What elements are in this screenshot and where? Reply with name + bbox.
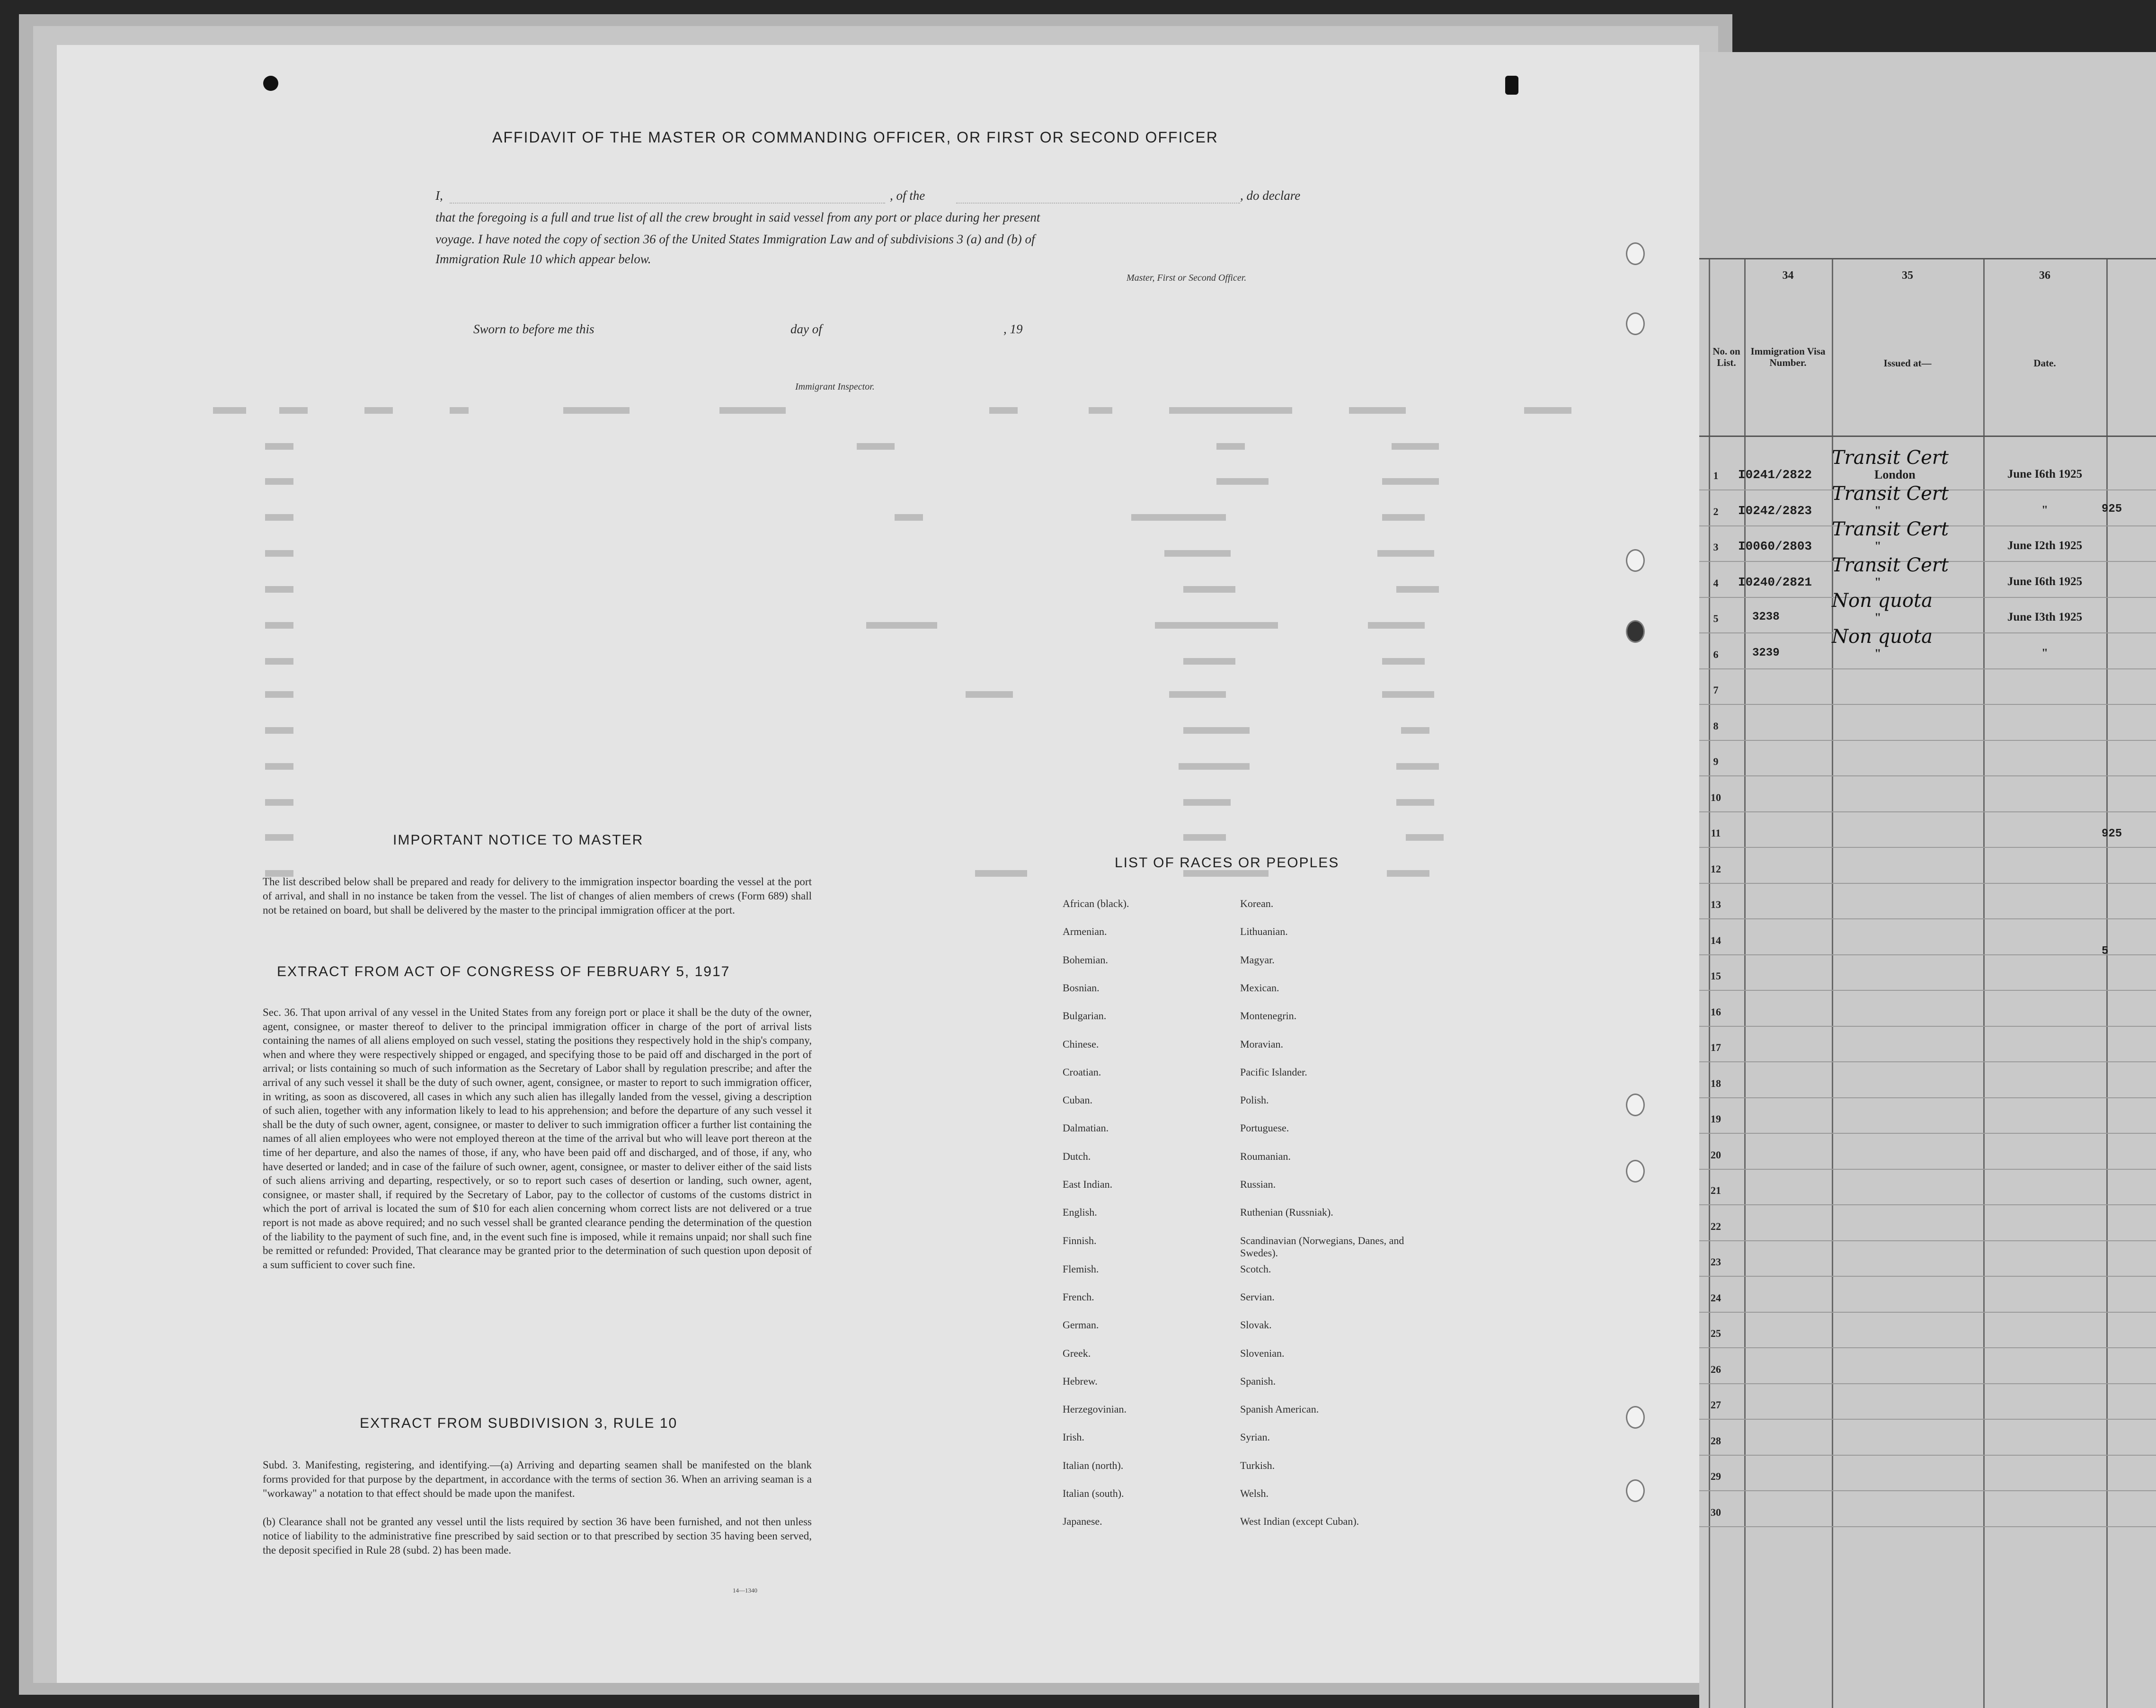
race-item: Korean. (1240, 898, 1274, 909)
day-of-text: day of (790, 322, 822, 336)
issued-at: " (1874, 503, 1881, 517)
race-item: West Indian (except Cuban). (1240, 1515, 1359, 1528)
issued-at: " (1874, 646, 1881, 660)
row-number: 28 (1711, 1434, 1721, 1447)
table-row-line (1699, 775, 2156, 776)
binder-hole-icon (1626, 1160, 1645, 1183)
table-row-line (1699, 954, 2156, 955)
row-number: 4 (1713, 577, 1719, 589)
binder-hole-icon (1626, 549, 1645, 572)
race-item: Italian (north). (1063, 1459, 1124, 1471)
race-item: Russian. (1240, 1178, 1276, 1190)
table-header-rule (1699, 436, 2156, 437)
extract-rule-title: EXTRACT FROM SUBDIVISION 3, RULE 10 (360, 1415, 678, 1431)
column-header: Immigration Visa Number. (1750, 346, 1826, 368)
row-number: 17 (1711, 1041, 1721, 1053)
row-number: 19 (1711, 1113, 1721, 1125)
vessel-blank-line (956, 203, 1240, 204)
table-row-line (1699, 668, 2156, 669)
table-row-line (1699, 704, 2156, 705)
handwritten-note: Transit Cert (1832, 482, 1949, 505)
edge-mark: 925 (2102, 503, 2122, 516)
row-number: 1 (1713, 470, 1719, 481)
race-item: Ruthenian (Russniak). (1240, 1206, 1333, 1219)
race-item: Pacific Islander. (1240, 1066, 1307, 1078)
inspector-caption: Immigrant Inspector. (795, 382, 875, 392)
race-item: Japanese. (1063, 1515, 1102, 1528)
race-item: Flemish. (1063, 1263, 1099, 1275)
races-title: LIST OF RACES OR PEOPLES (1115, 855, 1340, 871)
table-row-line (1699, 1240, 2156, 1241)
race-item: Dalmatian. (1063, 1122, 1109, 1134)
affidavit-line-4: Immigration Rule 10 which appear below. (435, 252, 651, 266)
row-number: 14 (1711, 934, 1721, 946)
row-number: 18 (1711, 1077, 1721, 1089)
race-item: English. (1063, 1206, 1097, 1219)
race-item: East Indian. (1063, 1178, 1113, 1190)
table-row-line (1699, 1455, 2156, 1456)
table-row-line (1699, 1204, 2156, 1205)
table-row-line (1699, 1026, 2156, 1027)
race-item: Chinese. (1063, 1038, 1099, 1050)
extract-act-title: EXTRACT FROM ACT OF CONGRESS OF FEBRUARY 5, 1917 (277, 964, 730, 979)
race-item: Magyar. (1240, 953, 1275, 966)
race-item: Slovenian. (1240, 1347, 1285, 1359)
issued-at: " (1874, 575, 1881, 589)
row-number: 25 (1711, 1327, 1721, 1339)
race-item: Dutch. (1063, 1150, 1091, 1162)
race-item: Servian. (1240, 1290, 1275, 1303)
table-row-line (1699, 883, 2156, 884)
name-blank-line (450, 203, 885, 204)
column-header: No. on List. (1712, 346, 1740, 368)
row-number: 6 (1713, 648, 1719, 660)
row-number: 13 (1711, 898, 1721, 910)
binder-hole-icon (1626, 1406, 1645, 1429)
binder-hole-icon (1626, 242, 1645, 265)
race-item: Armenian. (1063, 925, 1107, 938)
row-number: 10 (1711, 791, 1721, 803)
bleed-through-marks (213, 402, 1586, 899)
row-number: 11 (1711, 827, 1721, 839)
table-row-line (1699, 990, 2156, 991)
column-number: 35 (1902, 269, 1913, 282)
race-item: African (black). (1063, 898, 1129, 909)
table-row-line (1699, 918, 2156, 919)
row-number: 12 (1711, 863, 1721, 875)
column-number: 34 (1782, 269, 1794, 282)
visa-number: I0060/2803 (1738, 539, 1812, 553)
table-row-line (1699, 1347, 2156, 1348)
race-item: French. (1063, 1290, 1094, 1303)
race-item: Slovak. (1240, 1319, 1272, 1331)
table-row-line (1699, 1097, 2156, 1098)
race-item: Irish. (1063, 1431, 1084, 1443)
race-item: Bosnian. (1063, 981, 1100, 994)
row-number: 23 (1711, 1256, 1721, 1268)
handwritten-note: Non quota (1832, 625, 1933, 648)
race-item: Cuban. (1063, 1094, 1092, 1106)
handwritten-note: Non quota (1832, 590, 1933, 612)
row-number: 5 (1713, 613, 1719, 624)
affidavit-of-the: , of the (890, 188, 925, 203)
column-number: 36 (2039, 269, 2050, 282)
table-row-line (1699, 1383, 2156, 1384)
column-header: Issued at— (1883, 357, 1932, 369)
race-item: Bulgarian. (1063, 1010, 1107, 1022)
table-row-line (1699, 1133, 2156, 1134)
table-row-line (1699, 1061, 2156, 1062)
sworn-text: Sworn to before me this (473, 322, 594, 336)
visa-number: I0240/2821 (1738, 575, 1812, 589)
race-item: Turkish. (1240, 1459, 1275, 1471)
row-number: 30 (1711, 1506, 1721, 1518)
table-row-line (1699, 1419, 2156, 1420)
race-item: Finnish. (1063, 1234, 1097, 1246)
punch-hole-icon (1505, 76, 1518, 95)
notice-text: The list described below shall be prepared and ready for delivery to the immigration inspector boarding the vessel at the port of arrival, and shall in no instance be taken from the vessel. The list of changes of alien members of crews (Form 689) shall not be retained on board, but shall be delivered by the master to the principal immigration officer at the port. (263, 876, 812, 916)
edge-mark: 925 (2102, 827, 2122, 840)
race-item: Herzegovinian. (1063, 1403, 1127, 1415)
table-top-rule (1699, 258, 2156, 259)
race-item: Portuguese. (1240, 1122, 1289, 1134)
affidavit-line-3: voyage. I have noted the copy of section 36 of the United States Immigration Law and of subdivisions 3 (a) and (b) of (435, 232, 1035, 246)
visa-date: June I6th 1925 (2007, 575, 2083, 588)
affidavit-title: AFFIDAVIT OF THE MASTER OR COMMANDING OFFICER, OR FIRST OR SECOND OFFICER (492, 129, 1218, 146)
affidavit-do-declare: , do declare (1240, 188, 1301, 203)
handwritten-note: Transit Cert (1832, 447, 1949, 469)
row-number: 3 (1713, 541, 1719, 553)
row-number: 26 (1711, 1363, 1721, 1375)
affidavit-line-2: that the foregoing is a full and true list of all the crew brought in said vessel from any port or place during her present (435, 210, 1040, 224)
race-item: Spanish. (1240, 1375, 1276, 1387)
handwritten-note: Transit Cert (1832, 518, 1949, 540)
race-item: Spanish American. (1240, 1403, 1319, 1415)
table-row-line (1699, 811, 2156, 812)
race-item: Moravian. (1240, 1038, 1284, 1050)
extract-rule-text-b: (b) Clearance shall not be granted any vessel until the lists required by section 36 have been furnished, and not then unless notice of liability to the administrative fine prescribed by said section or to that prescribed by section 35 having been served, the deposit specified in Rule 28 (subd. 2) has been made. (263, 1516, 812, 1556)
visa-number: I0242/2823 (1738, 503, 1812, 518)
row-number: 8 (1713, 720, 1719, 732)
row-number: 24 (1711, 1291, 1721, 1304)
race-item: Italian (south). (1063, 1487, 1124, 1499)
edge-mark: 5 (2102, 945, 2109, 958)
race-item: Mexican. (1240, 981, 1279, 994)
table-row-line (1699, 1169, 2156, 1170)
binder-hole-icon (1626, 1479, 1645, 1502)
table-row-line (1699, 740, 2156, 741)
row-number: 16 (1711, 1005, 1721, 1018)
race-item: Welsh. (1240, 1487, 1269, 1499)
row-number: 21 (1711, 1184, 1721, 1196)
extract-rule-text-a: Subd. 3. Manifesting, registering, and identifying.—(a) Arriving and departing seamen shall be manifested on the blank forms provided for that purpose by the department, in accordance with the terms of section 36. When an arriving seaman is a "workaway" a notation to that effect should be made upon the manifest. (263, 1459, 812, 1499)
row-number: 9 (1713, 756, 1719, 767)
year-text: , 19 (1003, 322, 1023, 336)
visa-number: 3239 (1752, 646, 1780, 659)
race-item: Montenegrin. (1240, 1010, 1297, 1022)
table-row-line (1699, 1276, 2156, 1277)
visa-number: 3238 (1752, 611, 1780, 623)
row-number: 27 (1711, 1399, 1721, 1411)
row-number: 7 (1713, 684, 1719, 696)
row-number: 22 (1711, 1220, 1721, 1232)
handwritten-note: Transit Cert (1832, 554, 1949, 576)
row-number: 20 (1711, 1148, 1721, 1161)
issued-at: London (1874, 468, 1916, 481)
race-item: Croatian. (1063, 1066, 1101, 1078)
table-row-line (1699, 1526, 2156, 1527)
row-number: 2 (1713, 505, 1719, 517)
binder-hole-icon (1626, 312, 1645, 335)
column-header: Date. (2033, 357, 2056, 369)
visa-date: " (2041, 503, 2048, 516)
ledger-sheet (1699, 52, 2156, 1708)
race-item: Roumanian. (1240, 1150, 1291, 1162)
visa-number: I0241/2822 (1738, 468, 1812, 482)
signature-caption: Master, First or Second Officer. (1127, 273, 1247, 283)
race-item: Scandinavian (Norwegians, Danes, and Swedes). (1240, 1234, 1404, 1259)
race-item: Scotch. (1240, 1263, 1271, 1275)
race-item: Greek. (1063, 1347, 1091, 1359)
race-item: Syrian. (1240, 1431, 1270, 1443)
form-number: 14—1340 (733, 1587, 757, 1594)
row-number: 29 (1711, 1470, 1721, 1482)
affidavit-i: I, (435, 188, 443, 203)
row-number: 15 (1711, 970, 1721, 982)
race-item: Polish. (1240, 1094, 1269, 1106)
race-item: Lithuanian. (1240, 925, 1288, 938)
race-item: Hebrew. (1063, 1375, 1098, 1387)
visa-date: June I2th 1925 (2007, 539, 2083, 552)
binder-hole-icon (1626, 1094, 1645, 1116)
notice-title: IMPORTANT NOTICE TO MASTER (393, 832, 644, 848)
issued-at: " (1874, 539, 1881, 553)
table-row-line (1699, 847, 2156, 848)
race-item: German. (1063, 1319, 1099, 1331)
visa-date: " (2041, 646, 2048, 659)
table-row-line (1699, 1490, 2156, 1491)
visa-date: June I3th 1925 (2007, 611, 2083, 623)
binder-hole-icon (1626, 620, 1645, 643)
bleed-through-text (213, 402, 1586, 899)
issued-at: " (1874, 611, 1881, 624)
visa-date: June I6th 1925 (2007, 468, 2083, 480)
race-item: Bohemian. (1063, 953, 1108, 966)
punch-hole-icon (263, 76, 278, 91)
table-row-line (1699, 1312, 2156, 1313)
extract-act-text: Sec. 36. That upon arrival of any vessel in the United States from any foreign port or place it shall be the duty of the owner, agent, consignee, or master thereof to deliver to the principal immigration officer in charge of the port of arrival lists containing the names of all aliens employed on such vessel, stating the positions they respectively hold in the ship's company, when and where they were respectively shipped or engaged, and specifying those to be paid off and discharged in the port of arrival; or lists containing so much of such information as the Secretary of Labor shall by regulation prescribe; and after the arrival of any such vessel it shall be the duty of such owner, agent, consignee, or master to report to such immigration officer, in writing, as soon as discovered, all cases in which any such alien has illegally landed from the vessel, giving a description of such alien, together with any information likely to lead to his apprehension; and before the departure of any such vessel it shall be the duty of such owner, agent, consignee, or master to deliver to such immigration officer a further list containing the names of all alien employees who were not employed thereon at the time of the arrival but who will leave port thereon at the time of her departure, and also the names of those, if any, who have been paid off and discharged, and of those, if any, who have deserted or landed; and in case of the failure of such owner, agent, consignee, or master to deliver either of the said lists of such aliens arriving and departing, respectively, or so to report such cases of desertion or landing, such owner, agent, consignee, or master shall, if required by the Secretary of Labor, pay to the collector of customs of the customs district in which the port of arrival is located the sum of $10 for each alien concerning whom correct lists are not delivered or a true report is not made as above required; and no such vessel shall be granted clearance pending the determination of the question of the liability to the payment of such fine, and, in the event such fine is imposed, while it remains unpaid; nor shall such fine be remitted or refunded: Provided, That clearance may be granted prior to the determination of such question upon deposit of a sum sufficient to cover such fine. (263, 1006, 812, 1271)
